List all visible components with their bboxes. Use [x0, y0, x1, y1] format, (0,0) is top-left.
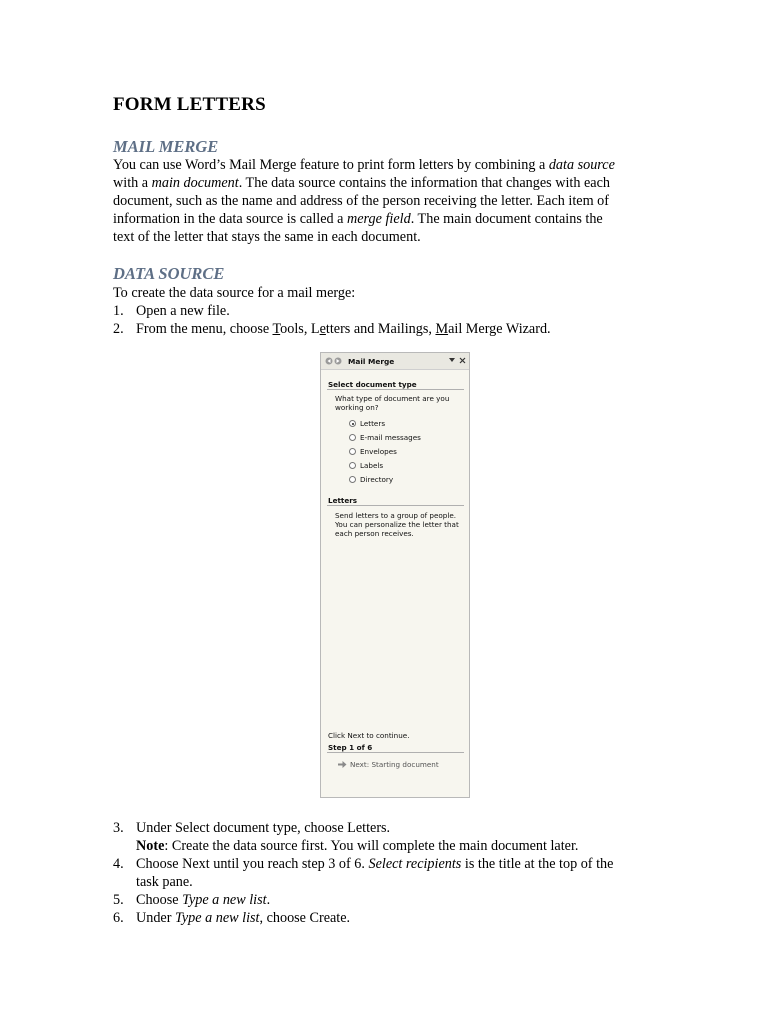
text-run: . — [266, 892, 271, 908]
text-run: tters and Mailings, — [325, 321, 436, 337]
text-run: with a — [113, 175, 152, 191]
text-run: , choose Create. — [259, 910, 351, 926]
section-title-select-document-type: Select document type — [328, 380, 417, 389]
description-line-1: Send letters to a group of people. — [335, 511, 457, 520]
mail-merge-heading: MAIL MERGE — [113, 137, 219, 156]
term-main-document: main document — [151, 175, 239, 191]
radio-labels[interactable] — [349, 462, 356, 469]
text-run: Choose — [136, 892, 183, 908]
mail-merge-line-4 — [113, 210, 603, 228]
mail-merge-line-3 — [113, 192, 609, 210]
mail-merge-line-5 — [113, 228, 421, 246]
option-email-messages[interactable]: E-mail messages — [360, 433, 421, 442]
mail-merge-line-2 — [113, 174, 610, 192]
term-type-a-new-list: Type a new list — [182, 892, 267, 908]
step-2-text — [136, 320, 551, 338]
question-line-1: What type of document are you — [335, 394, 450, 403]
section-divider — [327, 389, 464, 390]
menu-accelerator: e — [319, 321, 326, 337]
description-line-2: You can personalize the letter that — [335, 520, 459, 529]
next-arrow-icon[interactable] — [338, 761, 347, 768]
text-run: ools, L — [280, 321, 320, 337]
note-label: Note — [136, 838, 165, 854]
radio-directory[interactable] — [349, 476, 356, 483]
mail-merge-task-pane — [320, 352, 470, 798]
menu-accelerator: T — [272, 321, 281, 337]
dropdown-arrow-icon[interactable] — [449, 358, 455, 363]
footer-instruction: Click Next to continue. — [328, 731, 410, 740]
text-run: You can use Word’s Mail Merge feature to print form letters by combining a — [113, 157, 549, 173]
radio-envelopes[interactable] — [349, 448, 356, 455]
term-merge-field: merge field — [347, 211, 411, 227]
option-letters[interactable]: Letters — [360, 419, 386, 428]
step-4-number: 4. — [113, 856, 124, 872]
step-3-note — [136, 837, 578, 855]
text-run: is the title at the top of the — [461, 856, 614, 872]
text-run: From the menu, choose — [136, 321, 273, 337]
text-run: . The data source contains the information that changes with each — [238, 175, 610, 191]
back-forward-icon[interactable] — [325, 357, 343, 365]
option-envelopes[interactable]: Envelopes — [360, 447, 397, 456]
step-indicator: Step 1 of 6 — [328, 743, 373, 752]
description-line-3: each person receives. — [335, 529, 414, 538]
text-run: information in the data source is called a — [113, 211, 348, 227]
term-data-source: data source — [548, 157, 615, 173]
text-run: document, such as the name and address of the person receiving the letter. Each item of — [113, 193, 609, 209]
mail-merge-line-1 — [113, 156, 615, 174]
data-source-heading: DATA SOURCE — [113, 264, 225, 283]
page-title: FORM LETTERS — [113, 94, 266, 115]
text-run: . The main document contains the — [410, 211, 603, 227]
term-select-recipients: Select recipients — [368, 856, 462, 872]
step-1-number: 1. — [113, 303, 124, 319]
pane-title: Mail Merge — [348, 357, 395, 366]
option-labels[interactable]: Labels — [360, 461, 384, 470]
step-5-text — [136, 891, 270, 909]
step-1-text: Open a new file. — [136, 303, 230, 319]
close-icon[interactable] — [459, 357, 466, 364]
step-2-number: 2. — [113, 321, 124, 337]
next-starting-document-link[interactable]: Next: Starting document — [350, 760, 439, 769]
text-run: text of the letter that stays the same in each document. — [113, 229, 421, 245]
radio-letters[interactable] — [349, 420, 356, 427]
menu-accelerator: M — [435, 321, 449, 337]
text-run: : Create the data source first. You will complete the main document later. — [164, 838, 579, 854]
text-run: Choose Next until you reach step 3 of 6. — [136, 856, 369, 872]
term-type-a-new-list: Type a new list — [175, 910, 260, 926]
pane-header — [321, 353, 469, 370]
step-3-text: Under Select document type, choose Letters. — [136, 820, 391, 836]
step-6-number: 6. — [113, 910, 124, 926]
section-divider — [327, 505, 464, 506]
step-3-number: 3. — [113, 820, 124, 836]
text-run: Under — [136, 910, 176, 926]
step-5-number: 5. — [113, 892, 124, 908]
step-4-text — [136, 855, 613, 873]
question-line-2: working on? — [335, 403, 379, 412]
radio-email-messages[interactable] — [349, 434, 356, 441]
data-source-intro: To create the data source for a mail merge: — [113, 285, 356, 301]
option-directory[interactable]: Directory — [360, 475, 394, 484]
step-6-text — [136, 909, 350, 927]
step-4-continuation: task pane. — [136, 874, 193, 890]
section-divider — [327, 752, 464, 753]
section-title-letters: Letters — [328, 496, 358, 505]
text-run: ail Merge Wizard. — [448, 321, 551, 337]
